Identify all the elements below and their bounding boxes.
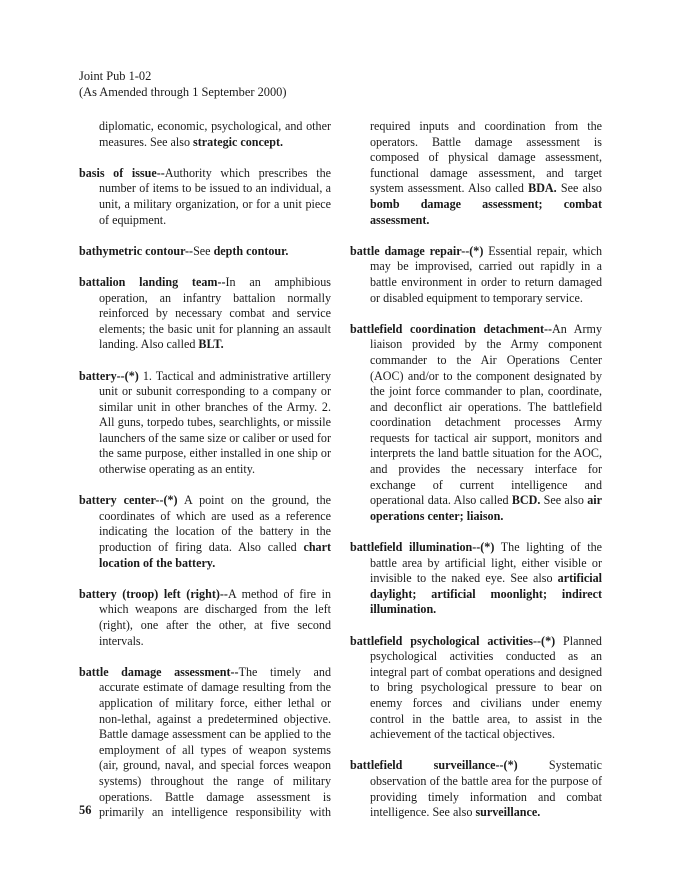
page-number: 56 — [79, 803, 92, 817]
entry-text: An Army liaison provided by the Army component commander to the Air Operations Center (AOC) and/or to the component designated by the joint force commander to plan, coordinate, and deconflict air operations. The battlefield coordination detachment processes Army requests for tactical air support, monitors and interprets the land battle situation for the AOC, and provides the necessary interface for exchange of current intelligence and operational data. Also called — [370, 321, 602, 508]
entry-term: battlefield surveillance--(*) — [350, 758, 518, 773]
entry-text: Essential repair, which may be improvised, carried out rapidly in a battle environment in order to return damaged or disabled equipment to temporary service. — [370, 243, 602, 305]
glossary-entry-battalion-landing-team — [79, 275, 331, 353]
cross-reference: surveillance. — [475, 805, 541, 820]
entry-text: In an amphibious operation, an infantry battalion normally reinforced by necessary combat and service elements; the basic unit for planning an assault landing. Also called — [99, 274, 331, 352]
glossary-entry-battlefield-coordination-detachment — [350, 322, 602, 525]
entry-term: battle damage assessment-- — [79, 664, 239, 679]
entry-term: battalion landing team-- — [79, 274, 226, 289]
abbreviation: BCD. — [511, 493, 541, 508]
cross-reference: artificial daylight; artificial moonlight; indirect illumination. — [370, 571, 602, 617]
glossary-entry-battery-troop-left-right — [79, 587, 331, 649]
entry-term: basis of issue-- — [79, 165, 165, 180]
running-header — [79, 68, 287, 100]
entry-term: battery center--(*) — [79, 493, 178, 508]
cross-reference: bomb damage assessment; combat assessment. — [370, 196, 602, 227]
entry-text: required inputs and coordination from the operators. Battle damage assessment is composed of physical damage assessment, functional damage assessment, and target system assessment. Also called — [370, 119, 602, 196]
continued-entry — [350, 119, 602, 228]
entry-text: Authority which prescribes the number of items to be issued to an individual, a unit, a military organization, or for a unit piece of equipment. — [99, 165, 331, 227]
entry-text: The timely and accurate estimate of damage resulting from the application of military force, either lethal or non-lethal, against a predetermined objective. Battle damage assessment can be applied to the employment of all types of weapon systems (air, ground, naval, and special forces weapon systems) throughout the range of military operations. Battle damage assessment is primarily an intelligence responsibility with — [99, 664, 331, 820]
glossary-entry-basis-of-issue — [79, 166, 331, 228]
glossary-entry-battle-damage-assessment — [79, 665, 331, 821]
entry-term: battle damage repair--(*) — [350, 243, 484, 258]
entry-text: The lighting of the battle area by artificial light, either visible or invisible to the naked eye. See also — [370, 540, 603, 586]
publication-title: Joint Pub 1-02 — [79, 69, 152, 83]
entry-text: See also — [556, 181, 602, 196]
entry-term: battery (troop) left (right)-- — [79, 586, 228, 601]
glossary-entry-battle-damage-repair — [350, 244, 602, 306]
right-column — [350, 119, 602, 836]
glossary-entry-battlefield-surveillance — [350, 758, 602, 820]
entry-text: A method of fire in which weapons are discharged from the left (right), one after the other, at five second intervals. — [99, 586, 332, 648]
entry-text: diplomatic, economic, psychological, and other measures. See also — [99, 119, 331, 149]
entry-term: battlefield coordination detachment-- — [350, 321, 553, 336]
entry-term: bathymetric contour-- — [79, 243, 194, 258]
cross-reference: strategic concept. — [193, 134, 284, 149]
glossary-entry-battlefield-illumination — [350, 540, 602, 618]
cross-reference: depth contour. — [213, 243, 289, 258]
entry-text: 1. Tactical and administrative artillery unit or subunit corresponding to a company or similar unit in other branches of the Army. 2. All guns, torpedo tubes, searchlights, or missile launchers of the same size or caliber or used for the same purpose, either installed in one ship or otherwise operating as an entity. — [99, 368, 331, 477]
entry-term: battlefield illumination--(*) — [350, 540, 495, 555]
cross-reference: air operations center; liaison. — [370, 493, 602, 523]
abbreviation: BDA. — [528, 181, 557, 196]
entry-text: See also — [540, 493, 588, 508]
amendment-note: (As Amended through 1 September 2000) — [79, 85, 287, 99]
glossary-entry-battery-center — [79, 493, 331, 571]
continued-entry — [79, 119, 331, 150]
left-column — [79, 119, 331, 836]
entry-text: Systematic observation of the battle area for the purpose of providing timely information and combat intelligence. See also — [370, 758, 602, 820]
glossary-entry-battery — [79, 369, 331, 478]
entry-term: battery--(*) — [79, 368, 139, 383]
entry-term: battlefield psychological activities--(*) — [350, 633, 556, 648]
cross-reference: BLT. — [198, 337, 224, 352]
glossary-entry-battlefield-psychological-activities — [350, 634, 602, 743]
entry-text: See — [193, 243, 214, 258]
entry-text: Planned psychological activities conducted as an integral part of combat operations and designed to bring psychological pressure to bear on enemy forces and civilians under enemy control in the battle area, to assist in the achievement of the tactical objectives. — [370, 633, 602, 742]
glossary-entry-bathymetric-contour — [79, 244, 331, 260]
entry-text: A point on the ground, the coordinates of which are used as a reference indicating the location of the battery in the production of firing data. Also called — [99, 493, 332, 555]
cross-reference: chart location of the battery. — [99, 540, 331, 570]
